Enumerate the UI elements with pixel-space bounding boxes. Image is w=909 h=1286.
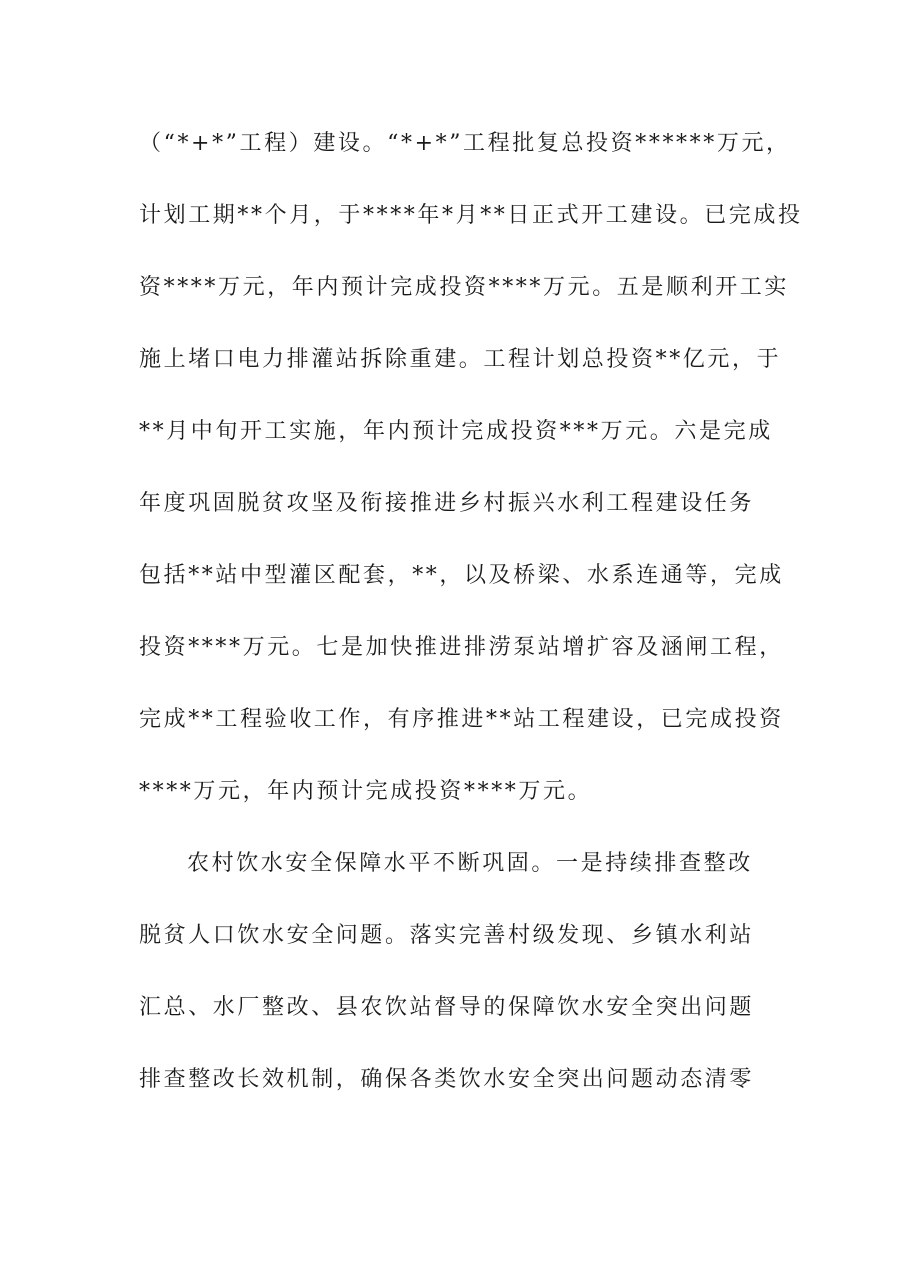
text-line-8: 投资****万元。七是加快推进排涝泵站增扩容及涵闸工程， (139, 635, 784, 660)
text-line-14: 排查整改长效机制，确保各类饮水安全突出问题动态清零 (139, 1067, 755, 1092)
text-line-13: 汇总、水厂整改、县农饮站督导的保障饮水安全突出问题 (139, 995, 755, 1020)
text-line-1: （“*+*”工程）建设。“*+*”工程批复总投资******万元， (139, 131, 791, 156)
text-line-2: 计划工期**个月，于****年*月**日正式开工建设。已完成投 (139, 203, 803, 228)
text-line-4: 施上堵口电力排灌站拆除重建。工程计划总投资**亿元，于 (139, 347, 782, 372)
text-line-12: 脱贫人口饮水安全问题。落实完善村级发现、乡镇水利站 (139, 923, 755, 948)
text-line-5: **月中旬开工实施，年内预计完成投资***万元。六是完成 (139, 419, 773, 444)
text-line-7: 包括**站中型灌区配套，**，以及桥梁、水系连通等，完成 (139, 563, 784, 588)
text-line-9: 完成**工程验收工作，有序推进**站工程建设，已完成投资 (139, 707, 784, 732)
text-line-6: 年度巩固脱贫攻坚及衔接推进乡村振兴水利工程建设任务 (139, 491, 755, 516)
text-line-10: ****万元，年内预计完成投资****万元。 (139, 779, 593, 804)
text-line-3: 资****万元，年内预计完成投资****万元。五是顺利开工实 (139, 275, 790, 300)
paragraph-start-line: 农村饮水安全保障水平不断巩固。一是持续排查整改 (187, 851, 753, 876)
